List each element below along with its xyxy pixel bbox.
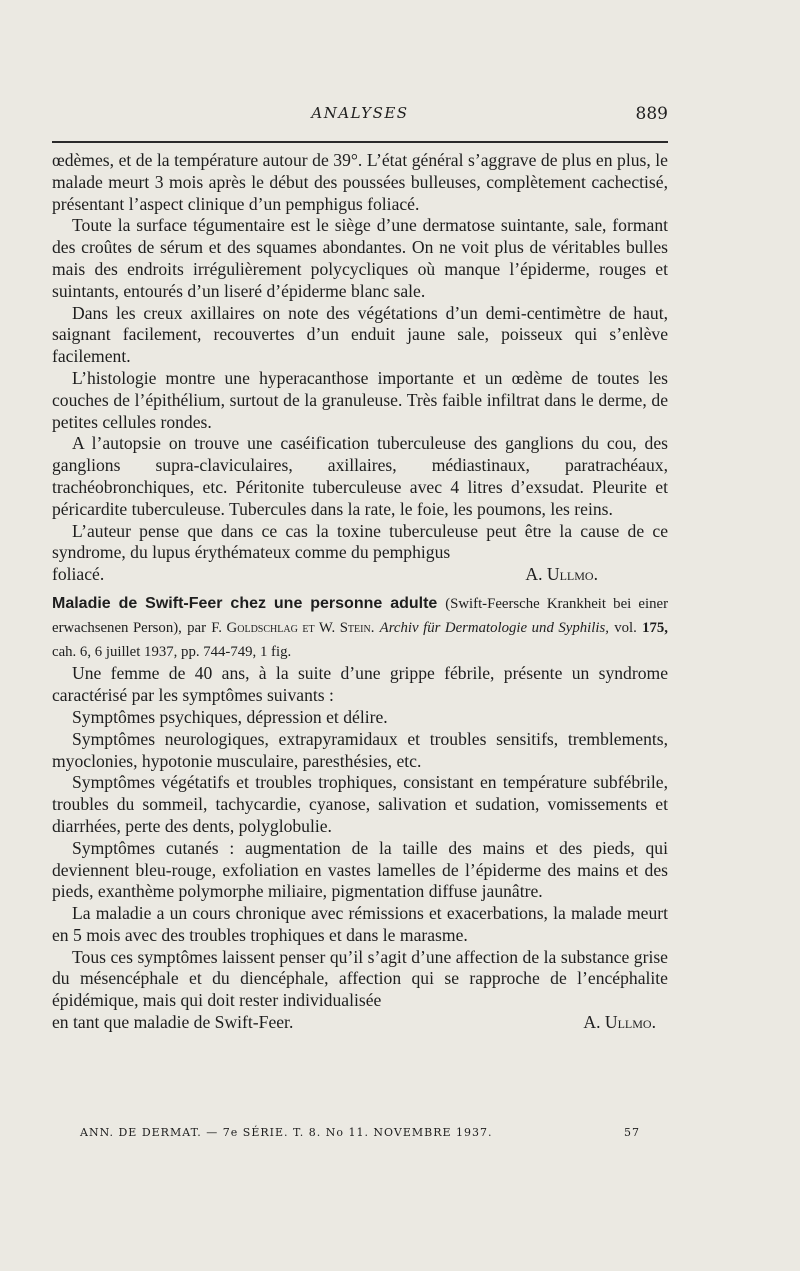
paragraph: Symptômes végétatifs et troubles trophiques, consistant en température subfébrile, troubles du sommeil, tachycardie, cyanose, salivation et sudation, vomissements et diarrhées, perte des dents, polyglobulie.: [52, 772, 668, 836]
signature-line: [52, 1012, 668, 1034]
paragraph: œdèmes, et de la température autour de 39°. L’état général s’aggrave de plus en plus, le malade meurt 3 mois après le début des poussées bulleuses, complètement cachectisé, présentant l’aspect clinique d’un pemphigus foliacé.: [52, 150, 668, 214]
journal-citation: ANN. DE DERMAT. — 7e SÉRIE. T. 8. No 11. NOVEMBRE 1937.: [80, 1126, 493, 1139]
paragraph: Une femme de 40 ans, à la suite d’une grippe fébrile, présente un syndrome caractérisé par les symptômes suivants :: [52, 663, 668, 706]
paragraph: L’auteur pense que dans ce cas la toxine tuberculeuse peut être la cause de ce syndrome, du lupus érythémateux comme du pemphigus: [52, 520, 668, 563]
signature-line: [52, 564, 668, 586]
paragraph: Symptômes cutanés : augmentation de la taille des mains et des pieds, qui deviennent bleu-rouge, exfoliation en vastes lamelles de l’épiderme des mains et des pieds, exanthème polymorphe miliaire, pigmentation diffuse jaunâtre.: [52, 837, 668, 902]
paragraph-end: en tant que maladie de Swift-Feer.: [52, 1012, 294, 1033]
paragraph: La maladie a un cours chronique avec rémissions et exacerbations, la malade meurt en 5 mois avec des troubles trophiques et dans le marasme.: [52, 903, 668, 945]
header-rule: [52, 141, 668, 143]
page-number: 889: [635, 104, 668, 124]
article-title: Maladie de Swift-Feer chez une personne adulte: [52, 594, 438, 612]
german-title: (Swift-Feersche Krankheit bei einer erwachsenen Person),: [52, 595, 668, 636]
paragraph: A l’autopsie on trouve une caséification tuberculeuse des ganglions du cou, des ganglions supra-claviculaires, axillaires, médiastinaux, paratrachéaux, trachéobronchiques, etc. Péritonite tuberculeuse avec 4 litres d’exsudat. Pleurite et péricardite tuberculeuse. Tubercules dans la rate, le foie, les poumons, les reins.: [52, 433, 668, 519]
journal-name: Archiv für Dermatologie und Syphilis,: [379, 619, 609, 636]
running-header: [52, 104, 668, 130]
page-footer: [80, 1126, 640, 1139]
issue-details: cah. 6, 6 juillet 1937, pp. 744-749, 1 fig.: [52, 643, 292, 660]
author-signature: A. Ullmo.: [583, 1012, 656, 1033]
signature-mark: 57: [624, 1126, 640, 1139]
by-word: par: [187, 619, 207, 636]
article-authors: F. Goldschlag et W. Stein.: [211, 619, 375, 636]
running-title: ANALYSES: [311, 104, 409, 122]
author-signature: A. Ullmo.: [525, 564, 598, 585]
paragraph: Dans les creux axillaires on note des végétations d’un demi-centimètre de haut, saignant facilement, recouvertes d’un enduit jaune sale, poisseux qui s’enlève facilement.: [52, 302, 668, 367]
page-body: [52, 150, 668, 1034]
article-heading: [52, 592, 668, 663]
volume-number: 175,: [642, 619, 668, 636]
paragraph: L’histologie montre une hyperacanthose importante et un œdème de toutes les couches de l’épithélium, surtout de la granuleuse. Très faible infiltrat dans le derme, de petites cellules rondes.: [52, 367, 668, 432]
paragraph: Toute la surface tégumentaire est le siège d’une dermatose suintante, sale, formant des croûtes de sérum et des squames abondantes. On ne voit plus de véritables bulles mais des endroits irrégulièrement polycycliques où manque l’épiderme, rouges et suintants, entourés d’un liseré d’épiderme blanc sale.: [52, 215, 668, 301]
paragraph: Tous ces symptômes laissent penser qu’il s’agit d’une affection de la substance grise du mésencéphale et du diencéphale, affection qui se rapproche de l’encéphalite épidémique, mais qui doit rester individualisée: [52, 946, 668, 1011]
paragraph-end: foliacé.: [52, 564, 105, 585]
volume-prefix: vol.: [614, 619, 637, 636]
paragraph: Symptômes psychiques, dépression et délire.: [72, 706, 388, 727]
paragraph: Symptômes neurologiques, extrapyramidaux et troubles sensitifs, tremblements, myoclonies, hypotonie musculaire, paresthésies, etc.: [52, 728, 668, 771]
